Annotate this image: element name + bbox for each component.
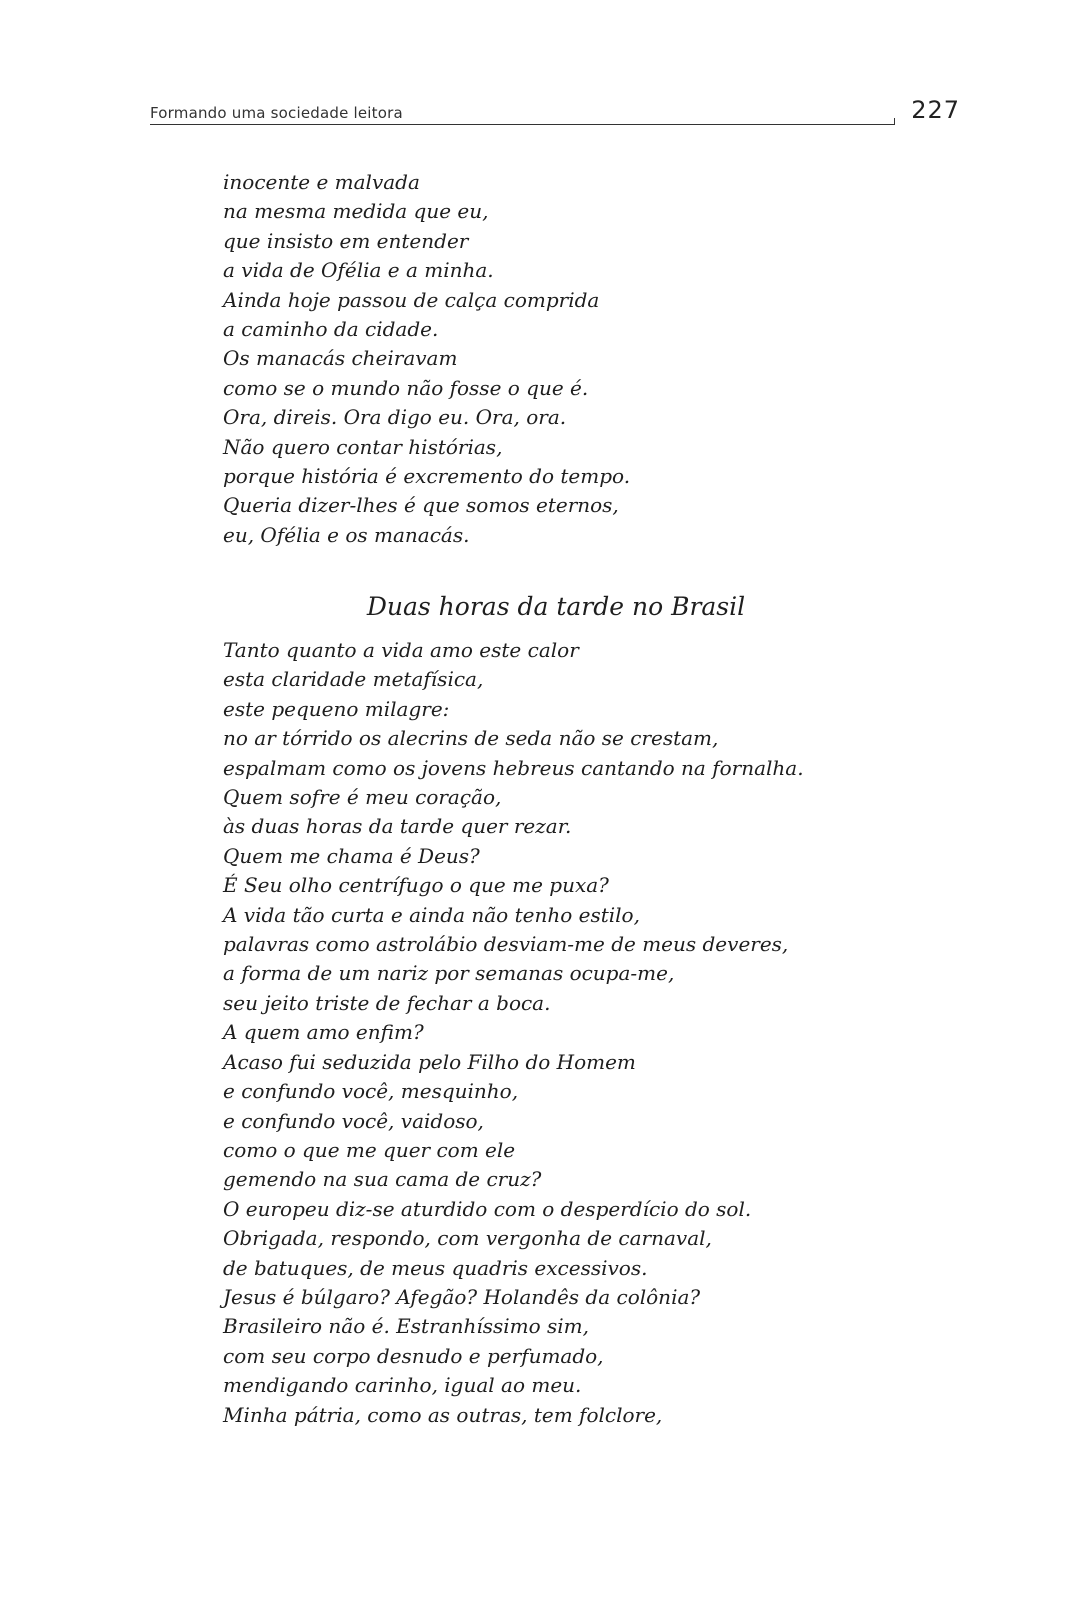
poem-line: a caminho da cidade. bbox=[223, 317, 439, 342]
poem-line: Brasileiro não é. Estranhíssimo sim, bbox=[223, 1314, 589, 1339]
poem-line: que insisto em entender bbox=[223, 228, 469, 253]
poem-line: gemendo na sua cama de cruz? bbox=[223, 1167, 542, 1192]
poem-line: de batuques, de meus quadris excessivos. bbox=[223, 1255, 648, 1280]
running-head: Formando uma sociedade leitora bbox=[150, 104, 403, 122]
poem-continued-stanza bbox=[223, 168, 630, 550]
poem-line: como se o mundo não fosse o que é. bbox=[223, 375, 589, 400]
poem-brasil-body bbox=[223, 636, 804, 1430]
poem-line: a vida de Ofélia e a minha. bbox=[223, 258, 494, 283]
poem-line: A quem amo enfim? bbox=[223, 1020, 424, 1045]
poem-line: Os manacás cheiravam bbox=[223, 346, 458, 371]
poem-line: Minha pátria, como as outras, tem folclore, bbox=[223, 1402, 663, 1427]
poem-line: Quem me chama é Deus? bbox=[223, 843, 480, 868]
poem-line: mendigando carinho, igual ao meu. bbox=[223, 1373, 582, 1398]
poem-title: Duas horas da tarde no Brasil bbox=[366, 592, 746, 621]
poem-line: como o que me quer com ele bbox=[223, 1137, 516, 1162]
poem-line: porque história é excremento do tempo. bbox=[223, 464, 631, 489]
poem-line: este pequeno milagre: bbox=[223, 696, 450, 721]
poem-line: palavras como astrolábio desviam-me de meus deveres, bbox=[223, 932, 789, 957]
poem-line: inocente e malvada bbox=[223, 170, 420, 194]
poem-line: Ainda hoje passou de calça comprida bbox=[223, 287, 600, 312]
poem-line: É Seu olho centrífugo o que me puxa? bbox=[223, 873, 609, 898]
poem-line: Acaso fui seduzida pelo Filho do Homem bbox=[223, 1049, 636, 1074]
poem-line: espalmam como os jovens hebreus cantando na fornalha. bbox=[223, 755, 804, 780]
page-number: 227 bbox=[911, 96, 960, 124]
poem-line: Não quero contar histórias, bbox=[223, 434, 503, 459]
poem-line: Ora, direis. Ora digo eu. Ora, ora. bbox=[223, 405, 567, 430]
poem-line: esta claridade metafísica, bbox=[223, 667, 484, 692]
poem-line: Tanto quanto a vida amo este calor bbox=[223, 638, 579, 662]
page-header bbox=[150, 96, 960, 130]
poem-line: no ar tórrido os alecrins de seda não se crestam, bbox=[223, 726, 719, 751]
poem-line: na mesma medida que eu, bbox=[223, 199, 489, 224]
poem-line: Quem sofre é meu coração, bbox=[223, 785, 502, 810]
poem-line: às duas horas da tarde quer rezar. bbox=[223, 814, 572, 839]
header-rule bbox=[150, 124, 894, 125]
poem-line: e confundo você, vaidoso, bbox=[223, 1108, 484, 1133]
poem-line: eu, Ofélia e os manacás. bbox=[223, 522, 470, 547]
poem-line: A vida tão curta e ainda não tenho estilo, bbox=[223, 902, 640, 927]
poem-line: O europeu diz-se aturdido com o desperdício do sol. bbox=[223, 1196, 752, 1221]
poem-line: Obrigada, respondo, com vergonha de carnaval, bbox=[223, 1226, 712, 1251]
poem-line: a forma de um nariz por semanas ocupa-me, bbox=[223, 961, 675, 986]
poem-line: e confundo você, mesquinho, bbox=[223, 1079, 519, 1104]
header-rule-tick bbox=[894, 118, 895, 125]
poem-line: Queria dizer-lhes é que somos eternos, bbox=[223, 493, 619, 518]
poem-line: com seu corpo desnudo e perfumado, bbox=[223, 1343, 604, 1368]
poem-line: seu jeito triste de fechar a boca. bbox=[223, 990, 551, 1015]
poem-line: Jesus é búlgaro? Afegão? Holandês da colônia? bbox=[223, 1284, 701, 1309]
